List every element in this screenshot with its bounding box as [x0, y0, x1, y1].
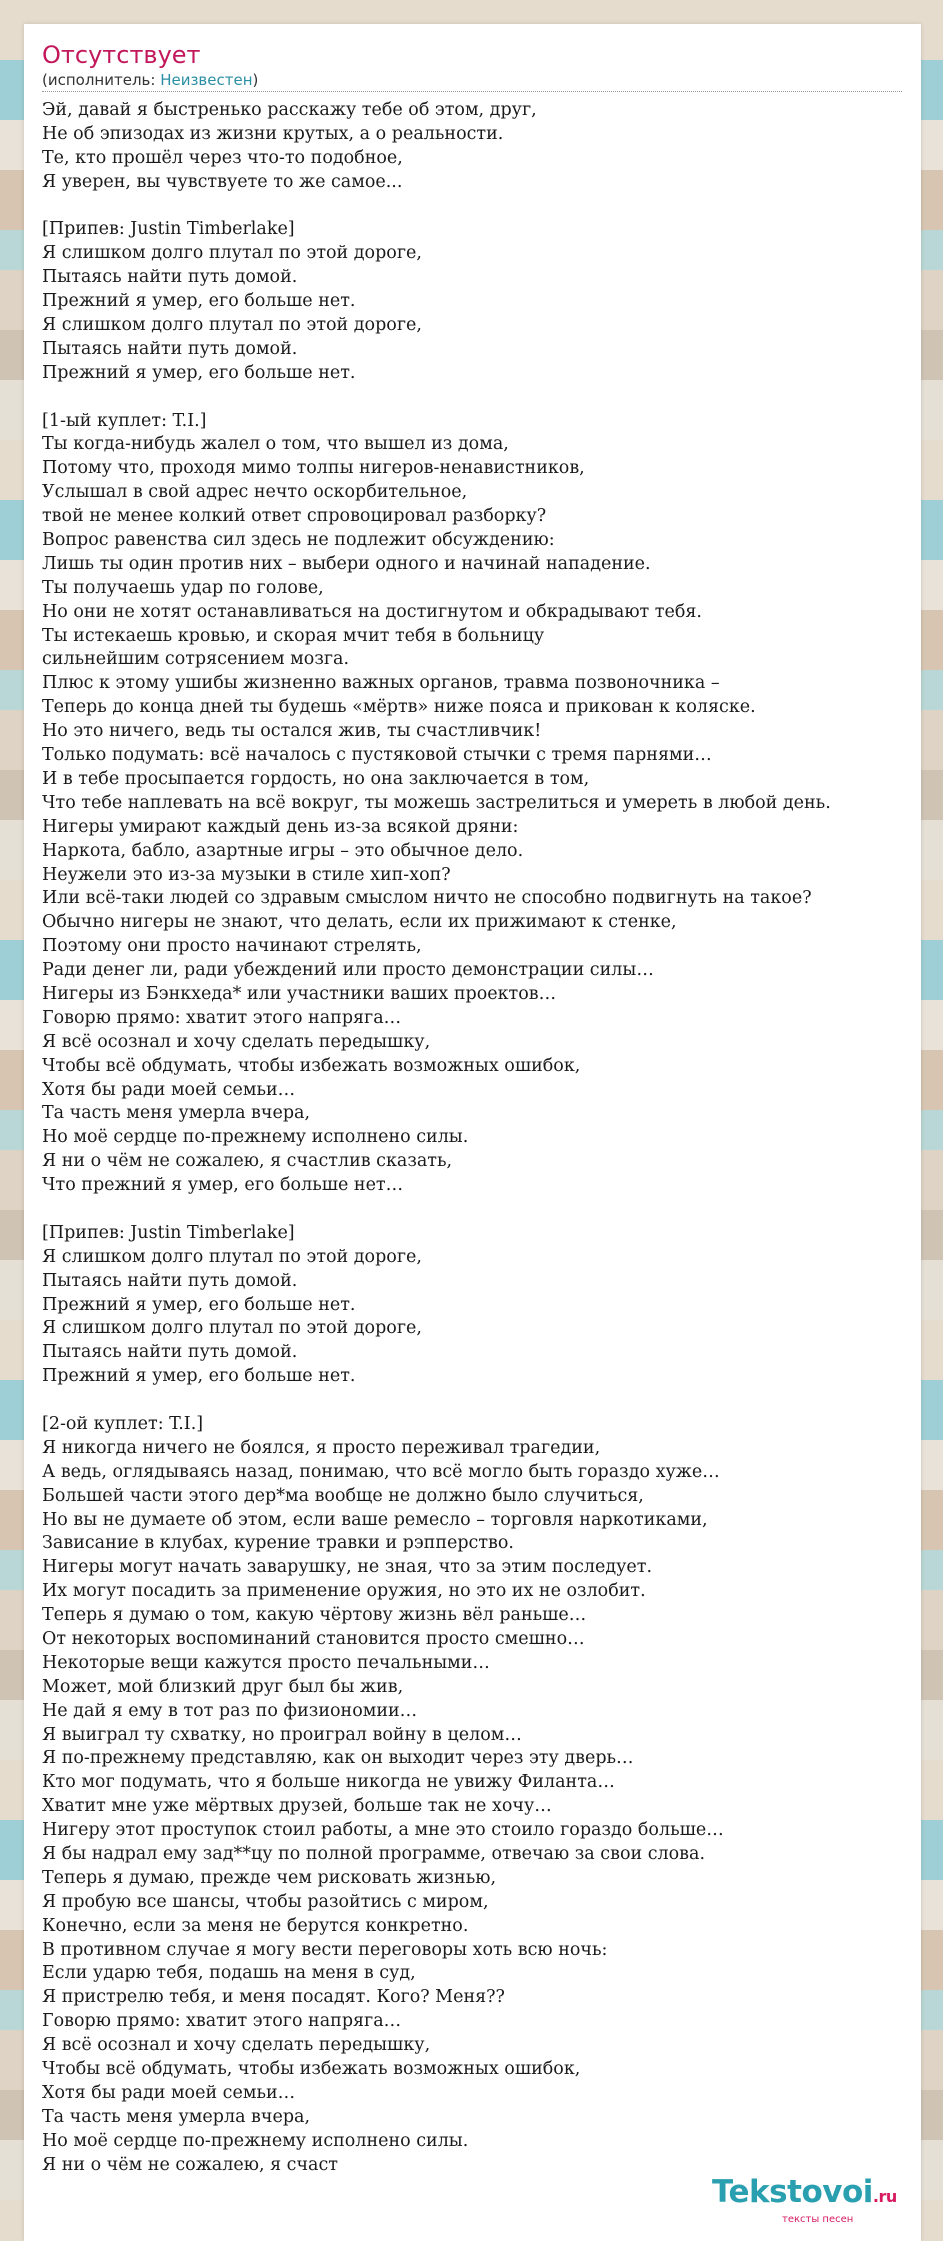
lyric-line: Лишь ты один против них – выбери одного и начинай нападение. [42, 553, 651, 574]
lyric-line [42, 1389, 942, 1413]
lyric-line: [1-ый куплет: T.I.] [42, 410, 207, 431]
lyric-line: Но они не хотят останавливаться на достигнутом и обкрадывают тебя. [42, 601, 702, 622]
lyric-line: Зависание в клубах, курение травки и рэпперство. [42, 1533, 514, 1554]
lyric-line: Те, кто прошёл через что-то подобное, [42, 147, 403, 168]
lyric-line: Я выиграл ту схватку, но проиграл войну в целом… [42, 1724, 522, 1745]
lyric-line: Прежний я умер, его больше нет. [42, 1366, 356, 1387]
lyric-line: [Припев: Justin Timberlake] [42, 1222, 295, 1243]
artist-prefix: (исполнитель: [42, 71, 161, 89]
lyric-line: Пытаясь найти путь домой. [42, 267, 298, 288]
lyric-line: Не об эпизодах из жизни крутых, а о реальности. [42, 123, 504, 144]
lyric-line: Наркота, бабло, азартные игры – это обычное дело. [42, 840, 524, 861]
lyric-line: В противном случае я могу вести переговоры хоть всю ночь: [42, 1939, 608, 1960]
lyric-line: Плюс к этому ушибы жизненно важных органов, травма позвоночника – [42, 673, 720, 694]
lyric-line: Я ни о чём не сожалею, я счастлив сказать, [42, 1151, 453, 1172]
lyric-line: Потому что, проходя мимо толпы нигеров-ненавистников, [42, 458, 585, 479]
lyric-line [42, 195, 942, 219]
lyric-line: Прежний я умер, его больше нет. [42, 291, 356, 312]
lyric-line: Теперь я думаю о том, какую чёртову жизнь вёл раньше… [42, 1605, 587, 1626]
lyric-line: Конечно, если за меня не берутся конкретно. [42, 1915, 469, 1936]
lyric-line: Нигеры умирают каждый день из-за всякой дряни: [42, 816, 519, 837]
song-title: Отсутствует [42, 41, 201, 69]
lyric-line: Хотя бы ради моей семьи… [42, 1079, 296, 1100]
lyric-line: Хотя бы ради моей семьи… [42, 2082, 296, 2103]
lyric-line: Теперь до конца дней ты будешь «мёртв» ниже пояса и прикован к коляске. [42, 697, 756, 718]
lyric-line: [Припев: Justin Timberlake] [42, 219, 295, 240]
lyric-line: Большей части этого дер*ма вообще не должно было случиться, [42, 1485, 644, 1506]
lyric-line: Ты когда-нибудь жалел о том, что вышел из дома, [42, 434, 509, 455]
lyric-line: Пытаясь найти путь домой. [42, 338, 298, 359]
lyric-line: Я слишком долго плутал по этой дороге, [42, 315, 422, 336]
song-header [42, 40, 902, 92]
lyric-line: Чтобы всё обдумать, чтобы избежать возможных ошибок, [42, 1055, 581, 1076]
artist-link[interactable]: Неизвестен [160, 71, 253, 89]
lyric-line: Но моё сердце по-прежнему исполнено силы. [42, 2130, 469, 2151]
lyric-line: Я слишком долго плутал по этой дороге, [42, 243, 422, 264]
lyric-line: Кто мог подумать, что я больше никогда не увижу Филанта… [42, 1772, 615, 1793]
lyric-line: Я бы надрал ему зад**цу по полной программе, отвечаю за свои слова. [42, 1844, 706, 1865]
artist-suffix: ) [252, 71, 259, 89]
lyric-line: Хватит мне уже мёртвых друзей, больше так не хочу… [42, 1796, 552, 1817]
lyrics-text [42, 99, 942, 2177]
lyric-line: Чтобы всё обдумать, чтобы избежать возможных ошибок, [42, 2059, 581, 2080]
lyric-line: Та часть меня умерла вчера, [42, 2106, 311, 2127]
lyric-line: Нигеру этот проступок стоил работы, а мне это стоило гораздо больше… [42, 1820, 724, 1841]
lyric-line [42, 386, 942, 410]
lyric-line: Я слишком долго плутал по этой дороге, [42, 1246, 422, 1267]
lyric-line: Я уверен, вы чувствуете то же самое... [42, 171, 403, 192]
lyric-line: Прежний я умер, его больше нет. [42, 362, 356, 383]
lyric-line: Я всё осознал и хочу сделать передышку, [42, 1031, 431, 1052]
lyric-line [42, 1198, 942, 1222]
lyric-line: Что тебе наплевать на всё вокруг, ты можешь застрелиться и умереть в любой день. [42, 792, 831, 813]
artist-line [42, 70, 902, 92]
logo-name: Tekstovoi [712, 2174, 873, 2210]
lyric-line: Нигеры из Бэнкхеда* или участники ваших проектов… [42, 983, 557, 1004]
lyric-line: Я по-прежнему представляю, как он выходит через эту дверь… [42, 1748, 634, 1769]
lyric-line: От некоторых воспоминаний становится просто смешно… [42, 1629, 585, 1649]
lyric-line: Прежний я умер, его больше нет. [42, 1294, 356, 1315]
lyric-line: Но моё сердце по-прежнему исполнено силы. [42, 1127, 469, 1148]
logo-wordmark [712, 2175, 917, 2214]
lyric-line: [2-ой куплет: T.I.] [42, 1413, 204, 1434]
lyric-line: Их могут посадить за применение оружия, но это их не озлобит. [42, 1581, 646, 1602]
lyric-line: Может, мой близкий друг был бы жив, [42, 1676, 404, 1697]
lyric-line: А ведь, оглядываясь назад, понимаю, что всё могло быть гораздо хуже… [42, 1461, 720, 1482]
lyric-line: Нигеры могут начать заварушку, не зная, что за этим последует. [42, 1557, 653, 1578]
lyric-line: Но вы не думаете об этом, если ваше ремесло – торговля наркотиками, [42, 1509, 708, 1530]
lyric-line: Обычно нигеры не знают, что делать, если их прижимают к стенке, [42, 912, 677, 933]
site-logo[interactable] [712, 2175, 917, 2225]
lyric-line: Говорю прямо: хватит этого напряга… [42, 2011, 402, 2032]
lyric-line: Но это ничего, ведь ты остался жив, ты счастливчик! [42, 721, 542, 742]
lyric-line: Пытаясь найти путь домой. [42, 1270, 298, 1291]
lyric-line: Та часть меня умерла вчера, [42, 1103, 311, 1124]
lyric-line: сильнейшим сотрясением мозга. [42, 649, 350, 670]
lyric-line: Вопрос равенства сил здесь не подлежит обсуждению: [42, 530, 555, 551]
lyric-line: Неужели это из-за музыки в стиле хип-хоп? [42, 864, 451, 885]
lyric-line: Теперь я думаю, прежде чем рисковать жизнью, [42, 1867, 497, 1888]
lyric-line: Что прежний я умер, его больше нет… [42, 1175, 404, 1196]
lyric-line: Пытаясь найти путь домой. [42, 1342, 298, 1363]
lyric-line: Я ни о чём не сожалею, я счаст [42, 2154, 338, 2175]
lyric-line: Ради денег ли, ради убеждений или просто демонстрации силы… [42, 960, 654, 981]
lyric-line: Я слишком долго плутал по этой дороге, [42, 1318, 422, 1339]
lyric-line: Некоторые вещи кажутся просто печальными… [42, 1652, 490, 1673]
lyric-line: Я пробую все шансы, чтобы разойтись с миром, [42, 1891, 489, 1912]
lyric-line: Говорю прямо: хватит этого напряга… [42, 1007, 402, 1028]
lyric-line: Услышал в свой адрес нечто оскорбительное, [42, 482, 468, 503]
lyric-line: Ты получаешь удар по голове, [42, 577, 324, 598]
lyric-line: Я всё осознал и хочу сделать передышку, [42, 2035, 431, 2056]
lyric-line: Или всё-таки людей со здравым смыслом ничто не способно подвигнуть на такое? [42, 888, 812, 909]
lyric-line: Если ударю тебя, подашь на меня в суд, [42, 1963, 416, 1984]
lyric-line: Только подумать: всё началось с пустяковой стычки с тремя парнями… [42, 745, 712, 766]
lyric-line: И в тебе просыпается гордость, но она заключается в том, [42, 768, 590, 789]
lyric-line: Не дай я ему в тот раз по физиономии… [42, 1700, 418, 1721]
logo-tld: .ru [872, 2187, 897, 2206]
lyric-line: твой не менее колкий ответ спровоцировал разборку? [42, 506, 547, 527]
lyric-line: Ты истекаешь кровью, и скорая мчит тебя в больницу [42, 625, 545, 646]
lyric-line: Поэтому они просто начинают стрелять, [42, 936, 422, 957]
lyric-line: Я никогда ничего не боялся, я просто переживал трагедии, [42, 1437, 601, 1458]
logo-tagline: тексты песен [782, 2214, 854, 2225]
lyric-line: Эй, давай я быстренько расскажу тебе об этом, друг, [42, 100, 537, 120]
lyric-line: Я пристрелю тебя, и меня посадят. Кого? Меня?? [42, 1987, 505, 2008]
